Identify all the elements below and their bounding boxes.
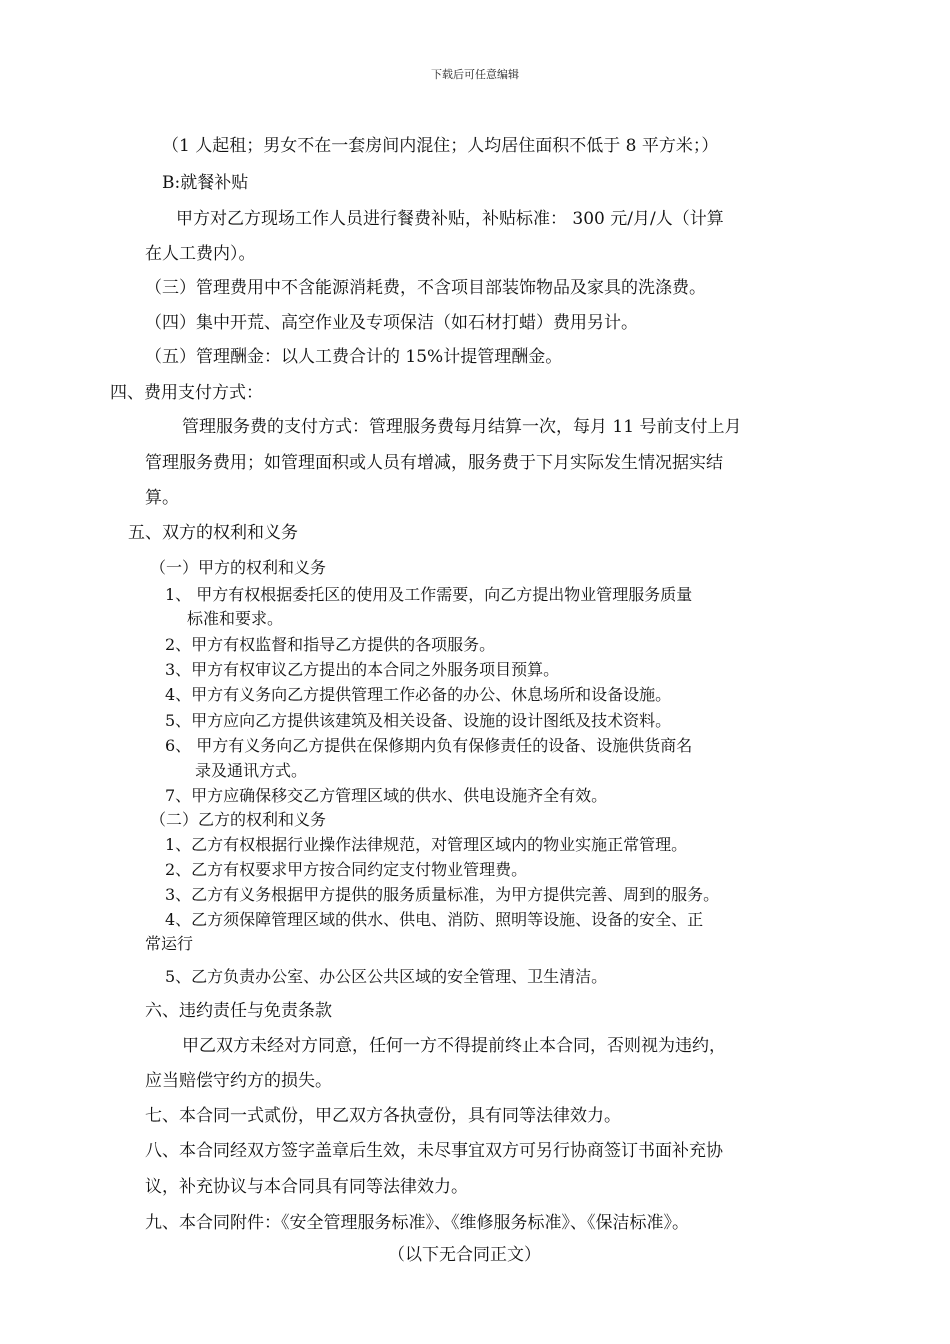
list-item: 标准和要求。 (187, 609, 284, 628)
list-item: 3、乙方有义务根据甲方提供的服务质量标准，为甲方提供完善、周到的服务。 (165, 885, 720, 904)
text-line: 八、本合同经双方签字盖章后生效，未尽事宜双方可另行协商签订书面补充协 (145, 1141, 723, 1161)
section-heading: 六、违约责任与免责条款 (145, 1001, 332, 1021)
text-line: （三）管理费用中不含能源消耗费，不含项目部装饰物品及家具的洗涤费。 (145, 278, 706, 298)
text-line: 在人工费内）。 (145, 244, 256, 264)
section-heading: 四、费用支付方式： (110, 383, 263, 403)
list-item: 2、乙方有权要求甲方按合同约定支付物业管理费。 (165, 860, 528, 879)
text-line: 九、本合同附件：《安全管理服务标准》、《维修服务标准》、《保洁标准》。 (145, 1213, 689, 1233)
list-item: 4、乙方须保障管理区域的供水、供电、消防、照明等设施、设备的安全、正 (165, 910, 704, 929)
list-item: 常运行 (145, 934, 194, 953)
list-item: 1、 甲方有权根据委托区的使用及工作需要，向乙方提出物业管理服务质量 (165, 585, 693, 604)
list-item: 5、乙方负责办公室、办公区公共区域的安全管理、卫生清洁。 (165, 967, 608, 986)
text-line: B:就餐补贴 (162, 173, 249, 193)
list-item: 2、甲方有权监督和指导乙方提供的各项服务。 (165, 635, 496, 654)
list-item: 6、 甲方有义务向乙方提供在保修期内负有保修责任的设备、设施供货商名 (165, 736, 693, 755)
list-item: 5、甲方应向乙方提供该建筑及相关设备、设施的设计图纸及技术资料。 (165, 711, 672, 730)
text-line: 七、本合同一式贰份，甲乙双方各执壹份，具有同等法律效力。 (145, 1106, 621, 1126)
page-header: 下载后可任意编辑 (431, 68, 519, 81)
list-item: 4、甲方有义务向乙方提供管理工作必备的办公、休息场所和设备设施。 (165, 685, 672, 704)
text-line: 管理服务费用；如管理面积或人员有增减，服务费于下月实际发生情况据实结 (145, 453, 723, 473)
list-item: 1、乙方有权根据行业操作法律规范，对管理区域内的物业实施正常管理。 (165, 835, 688, 854)
text-line: 应当赔偿守约方的损失。 (145, 1071, 332, 1091)
text-line: 议，补充协议与本合同具有同等法律效力。 (145, 1177, 468, 1197)
list-item: 录及通讯方式。 (195, 761, 308, 780)
subsection-heading: （二）乙方的权利和义务 (150, 810, 327, 829)
list-item: 3、甲方有权审议乙方提出的本合同之外服务项目预算。 (165, 660, 560, 679)
text-line: 甲方对乙方现场工作人员进行餐费补贴，补贴标准： 300 元/月/人（计算 (176, 209, 724, 229)
text-line: 算。 (145, 488, 179, 508)
text-line: 甲乙双方未经对方同意，任何一方不得提前终止本合同，否则视为违约， (182, 1036, 726, 1056)
closing-note: （以下无合同正文） (388, 1245, 541, 1265)
text-line: （五）管理酬金：以人工费合计的 15%计提管理酬金。 (145, 347, 563, 367)
subsection-heading: （一）甲方的权利和义务 (150, 558, 327, 577)
list-item: 7、甲方应确保移交乙方管理区域的供水、供电设施齐全有效。 (165, 786, 608, 805)
text-line: （四）集中开荒、高空作业及专项保洁（如石材打蜡）费用另计。 (145, 313, 638, 333)
text-line: （1 人起租；男女不在一套房间内混住；人均居住面积不低于 8 平方米；） (162, 136, 719, 156)
text-line: 管理服务费的支付方式：管理服务费每月结算一次，每月 11 号前支付上月 (182, 417, 742, 437)
section-heading: 五、双方的权利和义务 (128, 523, 298, 543)
